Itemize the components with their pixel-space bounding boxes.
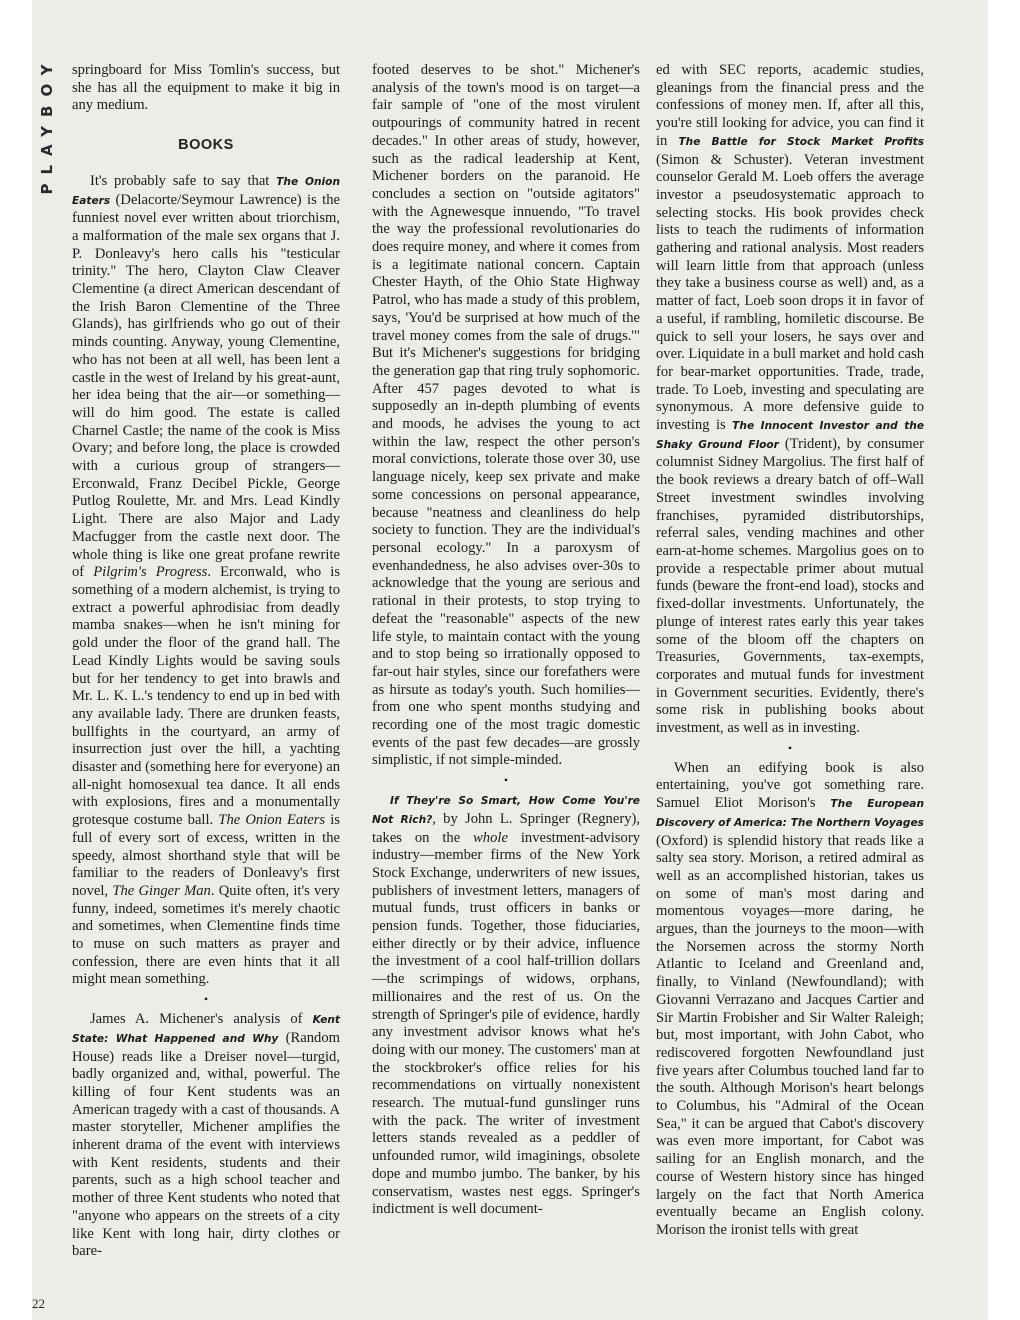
book-title: Kent State: What Happened and Why	[72, 1014, 340, 1045]
book-title: The Ginger Man	[112, 882, 211, 899]
section-heading: BOOKS	[178, 137, 234, 154]
review-kent-state: James A. Michener's analysis of Kent State: What Happened and Why (Random House) reads like a Dreiser novel—turgid, badly organized and, withal, powerful. The killing of four Kent students was an American tragedy with a cast of thousands. A master storyteller, Michener amplifies the inherent drama of the event with interviews with Kent residents, students and their parents, such as a high school teacher and mother of three Kent students who noted that "anyone who appears on the streets of a city like Kent with long hair, dirty clothes or bare-	[72, 1011, 340, 1260]
separator-bullet: •	[787, 740, 793, 755]
magazine-page	[32, 0, 988, 1320]
page-number: 22	[32, 1296, 45, 1311]
book-title: Pilgrim's Progress	[93, 564, 208, 581]
review-so-smart: If They're So Smart, How Come You're Not Rich?, by John L. Springer (Regnery), takes on the whole investment-advisory industry—member firms of the New York Stock Exchange, underwriters of new issues, publishers of investment letters, managers of mutual funds, trust officers in banks or pension funds. Together, those fiduciaries, either directly or by their advice, influence the investment of a cool half-trillion dollars—the scrimpings of widows, orphans, millionaires and the rest of us. On the strength of Springer's pile of evidence, hardly any investment advisor knows what he's doing with our money. The customers' man at the stockbroker's office relies for his recommendations on virtually nonexistent research. The mutual-fund gunslinger runs with the pack. The writer of investment letters stands revealed as a peddler of unfounded rumor, wild imaginings, obsolete dope and mumbo jumbo. The banker, by his conservatism, wastes nest eggs. Springer's indictment is well document-	[372, 795, 640, 1218]
paragraph-continued: springboard for Miss Tomlin's success, but she has all the equipment to make it big in any medium.	[72, 62, 340, 114]
review-investing-continued: ed with SEC reports, academic studies, gleanings from the financial press and the confessions of money men. If, after all this, you're still looking for advice, you can find it in The Battle for Stock Market Profits (Simon & Schuster). Veteran investment counselor Gerald M. Loeb offers the average investor a pseudosystematic approach to selecting stocks. His book provides check lists to teach the rudiments of information gathering and rational analysis. Most readers will learn little from that approach (unless they take a business course as well) and, as a matter of fact, Loeb soon drops it in favor of a useful, if rambling, homiletic discourse. Be quick to sell your losers, he says over and over. Liquidate in a bull market and hold cash for bear-market opportunities. Trade, trade, trade. To Loeb, investing and speculating are synonymous. A more defensive guide to investing is The Innocent Investor and the Shaky Ground Floor (Trident), by consumer columnist Sidney Margolius. The first half of the book reviews a dreary batch of off–Wall Street investment swindles involving franchises, pyramided distributorships, referral sales, vending machines and other earn-at-home schemes. Margolius goes on to provide a respectable primer about mutual funds (beware the front-end load), stocks and fixed-dollar investments. Unfortunately, the plunge of interest rates early this year takes some of the bloom off the chapters on Treasuries, Governments, tax-exempts, corporates and mutual funds for investment in Government securities. Evidently, there's some risk in publishing books about investment, as well as in investing.	[656, 62, 925, 737]
column-2	[372, 62, 640, 1219]
book-title: The Innocent Investor and the Shaky Ground Floor	[656, 420, 925, 451]
column-3	[656, 62, 924, 1240]
book-title: The Onion Eaters	[218, 812, 326, 829]
review-european-discovery: When an edifying book is also entertaining, you've got something rare. Samuel Eliot Morison's The European Discovery of America: The Northern Voyages (Oxford) is splendid history that reads like a salty sea story. Morison, a retired admiral as well as an accomplished historian, takes us on some of man's most daring and momentous voyages—more daring, he argues, than the journeys to the moon—with the Norsemen across the stormy North Atlantic to Iceland and Greenland and, finally, to Vinland (Newfoundland); with Giovanni Verrazano and Jacques Cartier and Sir Martin Frobisher and Sir Walter Raleigh; but, most important, with John Cabot, who rediscovered forgotten Newfoundland just five years after Columbus touched land far to the south. Although Morison's heart belongs to Columbus, his "Admiral of the Ocean Sea," it can be argued that Cabot's discovery was even more important, for Cabot was sailing for an English monarch, and the course of Western history since has hinged largely on the fact that North America eventually became an English colony. Morison the ironist tells with great	[656, 759, 924, 1238]
book-title: The Battle for Stock Market Profits	[678, 135, 925, 148]
masthead-text: PLAYBOY	[38, 55, 56, 195]
separator-bullet: •	[203, 992, 209, 1007]
book-title: The European Discovery of America: The Northern Voyages	[656, 798, 924, 829]
review-onion-eaters: It's probably safe to say that The Onion Eaters (Delacorte/Seymour Lawrence) is the funniest novel ever written about triorchism, a malformation of the male sex organs that J. P. Donleavy's hero calls his "testicular trinity." The hero, Clayton Claw Cleaver Clementine (a direct American descendant of the Irish Baron Clementine of the Three Glands), has girlfriends who go out of their minds counting. Anyway, young Clementine, who has not been at all well, has been lent a castle in the west of Ireland by his great-aunt, her idea being that the air—or something—will do him good. The estate is called Charnel Castle; the name of the cook is Miss Ovary; and before long, the place is crowded with a curious group of strangers—Erconwald, Franz Decibel Pickle, George Putlog Roulette, Mr. and Mrs. Lead Kindly Light. There are also Major and Lady Macfugger from the castle next door. The whole thing is like one great profane rewrite of Pilgrim's Progress. Erconwald, who is something of a modern alchemist, is trying to extract a powerful aphrodisiac from deadly mamba snakes—when he isn't mining for gold under the floor of the grand hall. The Lead Kindly Lights would be saving souls but for her tendency to get into brawls and Mr. L. K. L.'s tendency to end up in bed with any available lady. There are drunken feasts, bullfights in the courtyard, an army of insurrection just over the hill, a yachting disaster and (something here for everyone) an all-night homosexual tea dance. It all ends with explosions, fires and a monumentally grotesque costume ball. The Onion Eaters is full of every sort of excess, written in the speedy, almost shorthand style that will be familiar to the readers of Donleavy's first novel, The Ginger Man. Quite often, it's very funny, indeed, sometimes it's merely chaotic and sometimes, when Clementine finds time to muse on such matters as prayer and confession, there are even hints that it all might mean something.	[72, 172, 340, 988]
book-title: If They're So Smart, How Come You're Not Rich?	[372, 795, 640, 826]
book-title: The Onion Eaters	[72, 175, 340, 207]
column-1	[72, 62, 340, 1261]
magazine-masthead	[34, 55, 60, 195]
review-kent-state-continued: footed deserves to be shot." Michener's analysis of the town's mood is on target—a fair sample of "one of the most virulent outpourings of community hatred in recent decades." In other areas of study, however, such as the radical leadership at Kent, Michener borders on the paranoid. He concludes a section on "outside agitators" with the Agnewesque innuendo, "To travel the way the professional revolutionaries do does require money, and where it comes from is a legitimate national concern. Captain Chester Hayth, of the Ohio State Highway Patrol, who has made a study of this problem, says, 'You'd be surprised at how much of the travel money comes from the sale of drugs.'" But it's Michener's suggestions for bridging the generation gap that ring truly sophomoric. After 457 pages devoted to what is supposedly an in-depth plumbing of events and moods, he advises the young to act within the law, respect the other person's moral convictions, tolerate those over 30, use language nicely, keep sex private and make some concessions on personal appearance, because "neatness and cleanliness do help society to function. They are the individual's personal ecology." In a paroxysm of evenhandedness, he also advises over-30s to acknowledge that the young are serious and rational in their protests, to stop trying to defeat the "reasonable" aspects of the new life style, to maintain contact with the young and to stop being so irrationally opposed to far-out hair styles, since our forefathers were as hirsute as today's youth. Such homilies—from one who spent months studying and recording one of the most tragic domestic events of the past few decades—are grossly simplistic, if not simple-minded.	[372, 62, 640, 769]
separator-bullet: •	[503, 773, 509, 788]
